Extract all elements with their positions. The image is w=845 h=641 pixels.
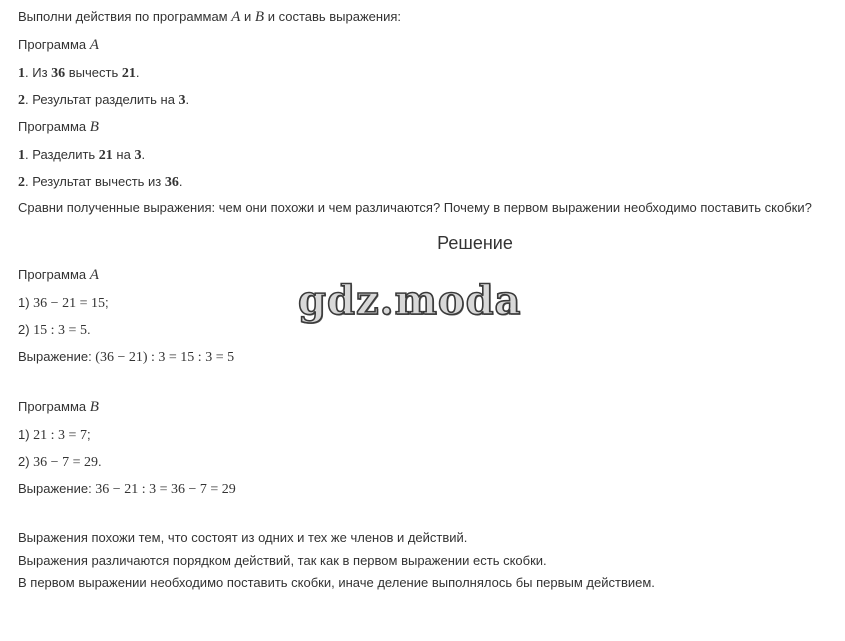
solution-a-expression [18, 349, 234, 366]
step-prefix: 1) [18, 427, 34, 442]
program-letter: B [89, 399, 99, 415]
task-program-a-step-1 [18, 65, 139, 82]
program-letter-a: A [231, 9, 241, 25]
step-suffix: ; [104, 295, 109, 310]
step-text: . [185, 92, 190, 107]
step-number-value: 3 [178, 93, 186, 108]
task-intro-start: Выполни действия по программам [18, 9, 232, 24]
step-number: 2 [18, 175, 25, 190]
step-number-value: 36 [51, 66, 66, 81]
solution-a-step-2 [18, 322, 91, 339]
task-program-a-step-2 [18, 92, 189, 109]
step-text: . Разделить [25, 147, 99, 162]
expression-label: Выражение: [18, 349, 96, 364]
conclusion-line-1: Выражения похожи тем, что состоят из одних и тех же членов и действий. [18, 530, 468, 545]
solution-program-a-heading [18, 267, 99, 283]
step-text: на [112, 147, 135, 162]
solution-b-step-2 [18, 454, 102, 471]
math-expression: (36 − 21) : 3 = 15 : 3 = 5 [95, 350, 235, 365]
math-expression: 36 − 7 = 29 [33, 455, 98, 470]
step-number-value: 21 [98, 148, 113, 163]
math-expression: 36 − 21 : 3 = 36 − 7 = 29 [95, 482, 236, 497]
step-text: . [141, 147, 146, 162]
program-label: Программа [18, 37, 90, 52]
task-program-b-heading [18, 119, 99, 135]
step-text: . [178, 174, 183, 189]
solution-b-expression [18, 481, 236, 498]
program-letter-b: B [254, 9, 265, 25]
task-question: Сравни полученные выражения: чем они похожи и чем различаются? Почему в первом выражении необходимо поставить скобки? [18, 200, 812, 215]
step-suffix: . [86, 322, 91, 337]
math-expression: 36 − 21 = 15 [33, 296, 105, 311]
step-text: . Из [25, 65, 52, 80]
step-text: вычесть [65, 65, 122, 80]
program-letter: A [89, 267, 99, 283]
math-expression: 15 : 3 = 5 [33, 323, 87, 338]
step-number-value: 21 [121, 66, 136, 81]
step-number: 2 [18, 93, 25, 108]
program-label: Программа [18, 267, 90, 282]
solution-program-b-heading [18, 399, 99, 415]
step-prefix: 2) [18, 322, 34, 337]
conclusion-line-3: В первом выражении необходимо поставить скобки, иначе деление выполнялось бы первым действием. [18, 575, 655, 590]
program-label: Программа [18, 399, 90, 414]
step-text: . [135, 65, 140, 80]
step-text: . Результат вычесть из [25, 174, 165, 189]
task-program-b-step-2 [18, 174, 183, 191]
task-program-b-step-1 [18, 147, 145, 164]
step-number-value: 3 [134, 148, 142, 163]
solution-heading: Решение [437, 233, 513, 253]
step-number: 1 [18, 66, 25, 81]
program-label: Программа [18, 119, 90, 134]
step-prefix: 1) [18, 295, 34, 310]
watermark-logo: gdz.moda [298, 277, 522, 324]
step-prefix: 2) [18, 454, 34, 469]
task-intro-end: и составь выражения: [264, 9, 401, 24]
task-program-a-heading [18, 37, 99, 53]
conclusion-line-2: Выражения различаются порядком действий, так как в первом выражении есть скобки. [18, 553, 547, 568]
program-letter: A [89, 37, 99, 53]
expression-label: Выражение: [18, 481, 96, 496]
task-intro [18, 9, 401, 25]
task-intro-and: и [240, 9, 255, 24]
step-suffix: ; [86, 427, 91, 442]
step-number: 1 [18, 148, 25, 163]
solution-b-step-1 [18, 427, 91, 444]
program-letter: B [89, 119, 99, 135]
solution-a-step-1 [18, 295, 109, 312]
step-suffix: . [97, 454, 102, 469]
math-expression: 21 : 3 = 7 [33, 428, 87, 443]
step-text: . Результат разделить на [25, 92, 179, 107]
step-number-value: 36 [164, 175, 179, 190]
